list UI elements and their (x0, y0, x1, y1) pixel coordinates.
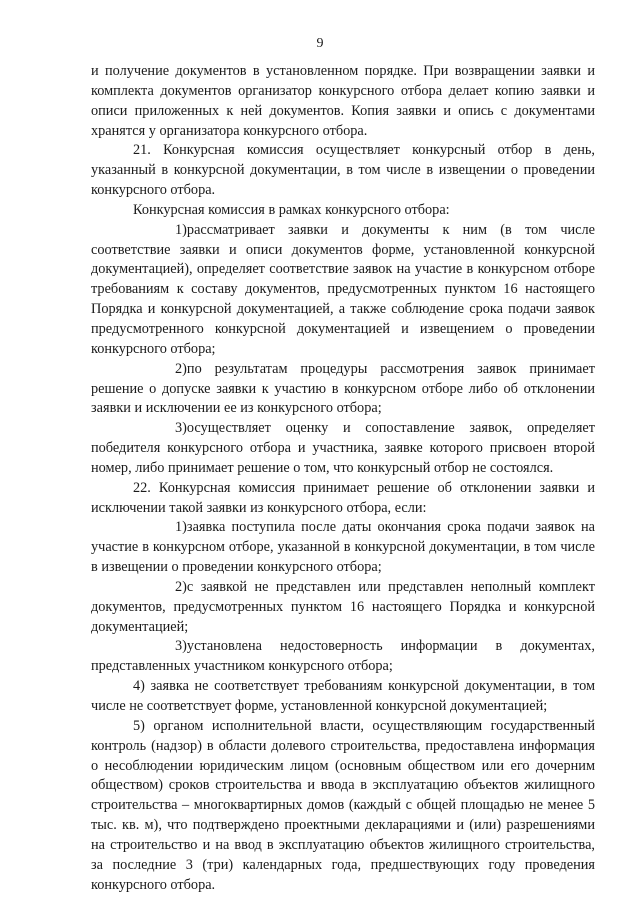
paragraph (91, 360, 595, 420)
list-number: 3) (175, 638, 187, 655)
paragraph-text: Конкурсная комиссия в рамках конкурсного отбора: (133, 201, 450, 218)
paragraph-text: 5) органом исполнительной власти, осуществляющим государственный контроль (надзор) в области долевого строительства, предоставлена информация о несоблюдении юридическим лицом (основным обществом или его дочерним обществом) сроков строительства и ввода в эксплуатацию объектов жилищного строительства – многоквартирных домов (каждый с общей площадью не менее 5 тыс. кв. м), что подтверждено проектными декларациями и (или) разрешениями на строительство и на ввод в эксплуатацию объектов жилищного строительства, за последние 3 (три) календарных года, предшествующих году проведения конкурсного отбора. (91, 717, 595, 893)
paragraph-text: 22. Конкурсная комиссия принимает решение об отклонении заявки и исключении такой заявки из конкурсного отбора, если: (91, 479, 595, 516)
paragraph (91, 201, 595, 221)
list-number: 2) (175, 578, 187, 595)
paragraph (91, 518, 595, 578)
paragraph-text: заявка поступила после даты окончания срока подачи заявок на участие в конкурсном отборе, указанной в конкурсной документации, в том числе в извещении о проведении конкурсного отбора; (91, 519, 595, 576)
paragraph (91, 419, 595, 479)
paragraph-text: с заявкой не представлен или представлен неполный комплект документов, предусмотренных пунктом 16 настоящего Порядка и конкурсной документацией; (91, 578, 595, 635)
paragraph-text: 4) заявка не соответствует требованиям конкурсной документации, в том числе не соответствует форме, установленной конкурсной документацией; (91, 678, 595, 714)
paragraph (91, 221, 595, 360)
paragraph-text: рассматривает заявки и документы к ним (в том числе соответствие заявки и описи документов форме, установленной конкурсной документацией), определяет соответствие заявок на участие в конкурсном отборе требованиям к составу документов, предусмотренных пунктом 16 настоящего Порядка и конкурсной документацией, а также соблюдение срока подачи заявок предусмотренного конкурсной документацией и извещением о проведении конкурсного отбора; (91, 221, 595, 357)
paragraph (91, 637, 595, 677)
list-number: 3) (175, 420, 187, 437)
paragraph-text: 21. Конкурсная комиссия осуществляет конкурсный отбор в день, указанный в конкурсной документации, в том числе в извещении о проведении конкурсного отбора. (91, 142, 595, 199)
list-number: 2) (175, 360, 187, 377)
document-body (91, 62, 595, 895)
paragraph (91, 62, 595, 141)
paragraph (91, 479, 595, 519)
paragraph (91, 717, 595, 896)
paragraph-text: установлена недостоверность информации в документах, представленных участником конкурсного отбора; (91, 638, 595, 675)
paragraph (91, 141, 595, 201)
page-number: 9 (316, 36, 324, 51)
list-number: 1) (175, 519, 187, 536)
paragraph-text: по результатам процедуры рассмотрения заявок принимает решение о допуске заявки к участию в конкурсном отборе либо об отклонении заявки и исключении ее из конкурсного отбора; (91, 360, 595, 417)
paragraph (91, 677, 595, 717)
paragraph (91, 578, 595, 638)
list-number: 1) (175, 221, 187, 238)
paragraph-text: осуществляет оценку и сопоставление заявок, определяет победителя конкурсного отбора и участника, заявке которого присвоен второй номер, либо принимает решение о том, что конкурсный отбор не состоялся. (91, 420, 595, 476)
paragraph-text: и получение документов в установленном порядке. При возвращении заявки и комплекта документов организатор конкурсного отбора делает копию заявки и описи приложенных к ней документов. Копия заявки и опись с документами хранятся у организатора конкурсного отбора. (91, 63, 595, 139)
